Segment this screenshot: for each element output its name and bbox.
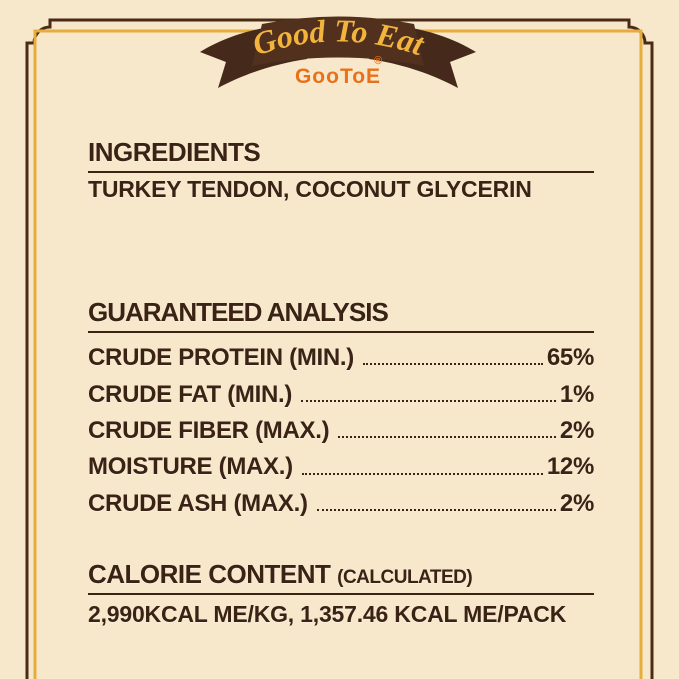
row-label: CRUDE FIBER (MAX.)	[88, 416, 330, 444]
table-row	[88, 370, 594, 406]
row-label: CRUDE ASH (MAX.)	[88, 489, 308, 517]
calorie-content-heading	[88, 560, 594, 595]
leader-dots	[302, 473, 543, 475]
registered-trademark-icon: ®	[374, 55, 383, 67]
banner-script-text: Good To Eat	[248, 12, 429, 63]
row-value: 65%	[546, 344, 594, 372]
row-value: 1%	[559, 380, 594, 408]
calorie-heading-suffix: (CALCULATED)	[337, 567, 473, 588]
row-value: 2%	[559, 416, 594, 444]
row-label: MOISTURE (MAX.)	[88, 453, 293, 481]
calorie-heading-main: CALORIE CONTENT	[88, 559, 331, 589]
leader-dots	[317, 509, 556, 511]
row-value: 2%	[559, 489, 594, 517]
ribbon-banner	[200, 12, 476, 88]
calorie-content-value: 2,990KCAL ME/KG, 1,357.46 KCAL ME/PACK	[88, 601, 567, 627]
guaranteed-analysis-heading: GUARANTEED ANALYSIS	[88, 298, 594, 333]
ingredients-value: TURKEY TENDON, COCONUT GLYCERIN	[88, 176, 532, 202]
table-row	[88, 480, 594, 516]
leader-dots	[301, 400, 556, 402]
guaranteed-analysis-table	[88, 334, 594, 516]
row-label: CRUDE PROTEIN (MIN.)	[88, 344, 354, 372]
table-row	[88, 334, 594, 370]
ingredients-heading: INGREDIENTS	[88, 138, 594, 173]
row-label: CRUDE FAT (MIN.)	[88, 380, 293, 408]
leader-dots	[338, 436, 556, 438]
table-row	[88, 407, 594, 443]
row-value: 12%	[546, 453, 594, 481]
table-row	[88, 443, 594, 479]
brand-logo-text: GooToE	[294, 65, 382, 88]
leader-dots	[363, 363, 543, 365]
